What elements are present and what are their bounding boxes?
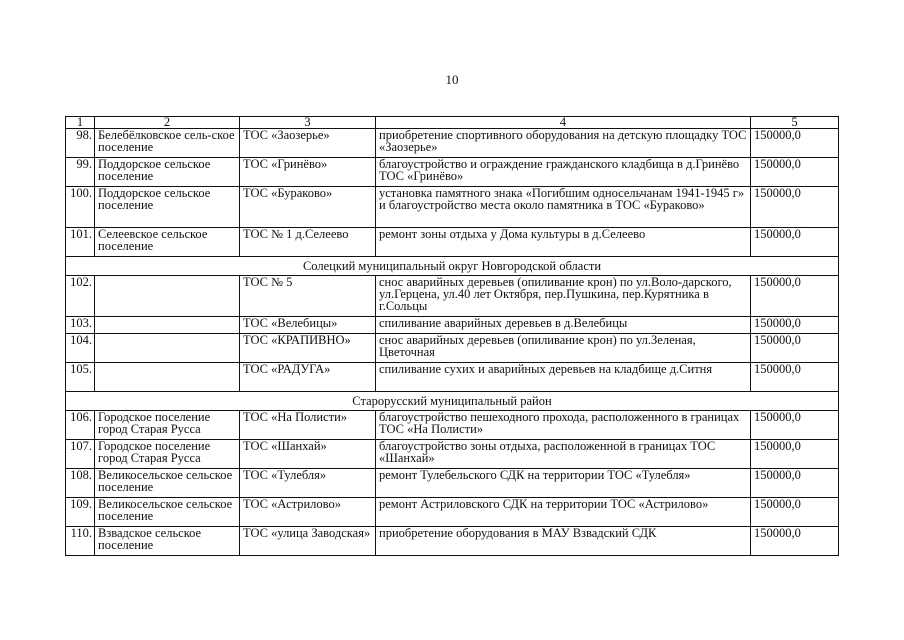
work-description-cell: установка памятного знака «Погибшим односельчанам 1941-1945 г» и благоустройство места около памятника в ТОС «Бураково»	[376, 187, 751, 228]
work-description-cell: ремонт Тулебельского СДК на территории ТОС «Тулебля»	[376, 469, 751, 498]
settlement-cell	[95, 363, 240, 392]
settlement-cell: Поддорское сельское поселение	[95, 158, 240, 187]
column-header: 5	[751, 117, 839, 129]
table-row	[66, 469, 839, 498]
settlement-cell: Белебёлковское сель-ское поселение	[95, 129, 240, 158]
settlement-cell	[95, 317, 240, 334]
tos-cell: ТОС «Бураково»	[240, 187, 376, 228]
row-number: 98.	[66, 129, 95, 158]
table-row	[66, 440, 839, 469]
amount-cell: 150000,0	[751, 158, 839, 187]
column-header: 1	[66, 117, 95, 129]
table-header-row	[66, 117, 839, 129]
work-description-cell: ремонт Астриловского СДК на территории ТОС «Астрилово»	[376, 498, 751, 527]
table-row	[66, 228, 839, 257]
tos-cell: ТОС «Гринёво»	[240, 158, 376, 187]
amount-cell: 150000,0	[751, 334, 839, 363]
section-header-row	[66, 257, 839, 276]
tos-cell: ТОС «Шанхай»	[240, 440, 376, 469]
work-description-cell: снос аварийных деревьев (опиливание крон) по ул.Зеленая, Цветочная	[376, 334, 751, 363]
table-row	[66, 187, 839, 228]
amount-cell: 150000,0	[751, 411, 839, 440]
row-number: 106.	[66, 411, 95, 440]
table-body	[66, 129, 839, 556]
table-row	[66, 334, 839, 363]
work-description-cell: снос аварийных деревьев (опиливание крон) по ул.Воло-дарского, ул.Герцена, ул.40 лет Октября, пер.Пушкина, пер.Курятника в г.Сольцы	[376, 276, 751, 317]
section-title: Старорусский муниципальный район	[66, 392, 839, 411]
row-number: 110.	[66, 527, 95, 556]
column-header: 3	[240, 117, 376, 129]
amount-cell: 150000,0	[751, 527, 839, 556]
settlement-cell: Великосельское сельское поселение	[95, 469, 240, 498]
table-row	[66, 498, 839, 527]
settlement-cell: Селеевское сельское поселение	[95, 228, 240, 257]
work-description-cell: благоустройство и ограждение гражданского кладбища в д.Гринёво ТОС «Гринёво»	[376, 158, 751, 187]
amount-cell: 150000,0	[751, 440, 839, 469]
settlement-cell	[95, 334, 240, 363]
table-row	[66, 276, 839, 317]
tos-cell: ТОС № 1 д.Селеево	[240, 228, 376, 257]
section-title: Солецкий муниципальный округ Новгородской области	[66, 257, 839, 276]
table-row	[66, 129, 839, 158]
settlement-cell	[95, 276, 240, 317]
settlement-cell: Городское поселение город Старая Русса	[95, 411, 240, 440]
table-row	[66, 363, 839, 392]
table-row	[66, 527, 839, 556]
tos-cell: ТОС «Астрилово»	[240, 498, 376, 527]
settlement-cell: Взвадское сельское поселение	[95, 527, 240, 556]
row-number: 100.	[66, 187, 95, 228]
work-description-cell: спиливание аварийных деревьев в д.Велебицы	[376, 317, 751, 334]
tos-cell: ТОС «Тулебля»	[240, 469, 376, 498]
work-description-cell: благоустройство зоны отдыха, расположенной в границах ТОС «Шанхай»	[376, 440, 751, 469]
section-header-row	[66, 392, 839, 411]
column-header: 4	[376, 117, 751, 129]
tos-cell: ТОС № 5	[240, 276, 376, 317]
amount-cell: 150000,0	[751, 317, 839, 334]
page-number: 10	[445, 72, 459, 87]
tos-cell: ТОС «На Полисти»	[240, 411, 376, 440]
row-number: 105.	[66, 363, 95, 392]
column-header: 2	[95, 117, 240, 129]
tos-cell: ТОС «Велебицы»	[240, 317, 376, 334]
row-number: 102.	[66, 276, 95, 317]
table-row	[66, 158, 839, 187]
table-row	[66, 411, 839, 440]
tos-funding-table	[65, 116, 839, 556]
work-description-cell: ремонт зоны отдыха у Дома культуры в д.Селеево	[376, 228, 751, 257]
work-description-cell: приобретение оборудования в МАУ Взвадский СДК	[376, 527, 751, 556]
settlement-cell: Поддорское сельское поселение	[95, 187, 240, 228]
table-row	[66, 317, 839, 334]
work-description-cell: приобретение спортивного оборудования на детскую площадку ТОС «Заозерье»	[376, 129, 751, 158]
row-number: 99.	[66, 158, 95, 187]
row-number: 104.	[66, 334, 95, 363]
tos-cell: ТОС «улица Заводская»	[240, 527, 376, 556]
row-number: 103.	[66, 317, 95, 334]
amount-cell: 150000,0	[751, 187, 839, 228]
amount-cell: 150000,0	[751, 276, 839, 317]
amount-cell: 150000,0	[751, 129, 839, 158]
amount-cell: 150000,0	[751, 363, 839, 392]
row-number: 108.	[66, 469, 95, 498]
row-number: 107.	[66, 440, 95, 469]
amount-cell: 150000,0	[751, 228, 839, 257]
tos-cell: ТОС «РАДУГА»	[240, 363, 376, 392]
tos-cell: ТОС «КРАПИВНО»	[240, 334, 376, 363]
amount-cell: 150000,0	[751, 498, 839, 527]
work-description-cell: благоустройство пешеходного прохода, расположенного в границах ТОС «На Полисти»	[376, 411, 751, 440]
work-description-cell: спиливание сухих и аварийных деревьев на кладбище д.Ситня	[376, 363, 751, 392]
settlement-cell: Великосельское сельское поселение	[95, 498, 240, 527]
row-number: 109.	[66, 498, 95, 527]
row-number: 101.	[66, 228, 95, 257]
tos-cell: ТОС «Заозерье»	[240, 129, 376, 158]
amount-cell: 150000,0	[751, 469, 839, 498]
settlement-cell: Городское поселение город Старая Русса	[95, 440, 240, 469]
